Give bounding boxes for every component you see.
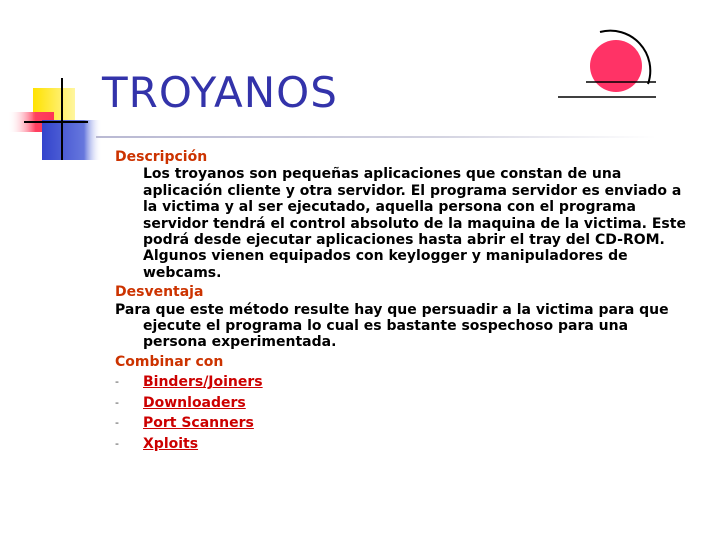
title-divider [96,136,656,138]
circle-decoration [556,28,666,118]
link-downloaders[interactable]: Downloaders [143,394,246,411]
section-body-desventaja: Para que este método resulte hay que persuadir a la victima para que ejecute el programa lo cual es bastante sospechoso para una persona experimentada. [115,301,669,351]
bullet-dash: - [115,436,119,450]
section-body-descripcion: Los troyanos son pequeñas aplicaciones que constan de una aplicación cliente y otra servidor. El programa servidor es enviado a la victima y al ser ejecutado, aquella persona con el programa servidor tendrá el control absoluto de la maquina de la victima. Este podrá desde ejecutar aplicaciones hasta abrir el tray del CD-ROM. Algunos vienen equipados con keylogger y manipuladores de webcams. [143,166,686,281]
corner-decoration [0,78,110,168]
link-xploits[interactable]: Xploits [143,435,199,452]
list-item [115,372,695,393]
combine-list [115,372,695,454]
bullet-dash: - [115,375,119,389]
slide-title: TROYANOS [102,68,338,117]
link-binders-joiners[interactable]: Binders/Joiners [143,374,263,391]
section-heading-descripcion: Descripción [115,149,208,165]
section-heading-desventaja: Desventaja [115,284,204,301]
bullet-dash: - [115,416,119,430]
link-port-scanners[interactable]: Port Scanners [143,415,254,432]
list-item [115,434,695,455]
bullet-dash: - [115,395,119,409]
list-item [115,413,695,434]
list-item [115,393,695,414]
slide-content [115,146,695,454]
section-heading-combinar: Combinar con [115,353,224,370]
